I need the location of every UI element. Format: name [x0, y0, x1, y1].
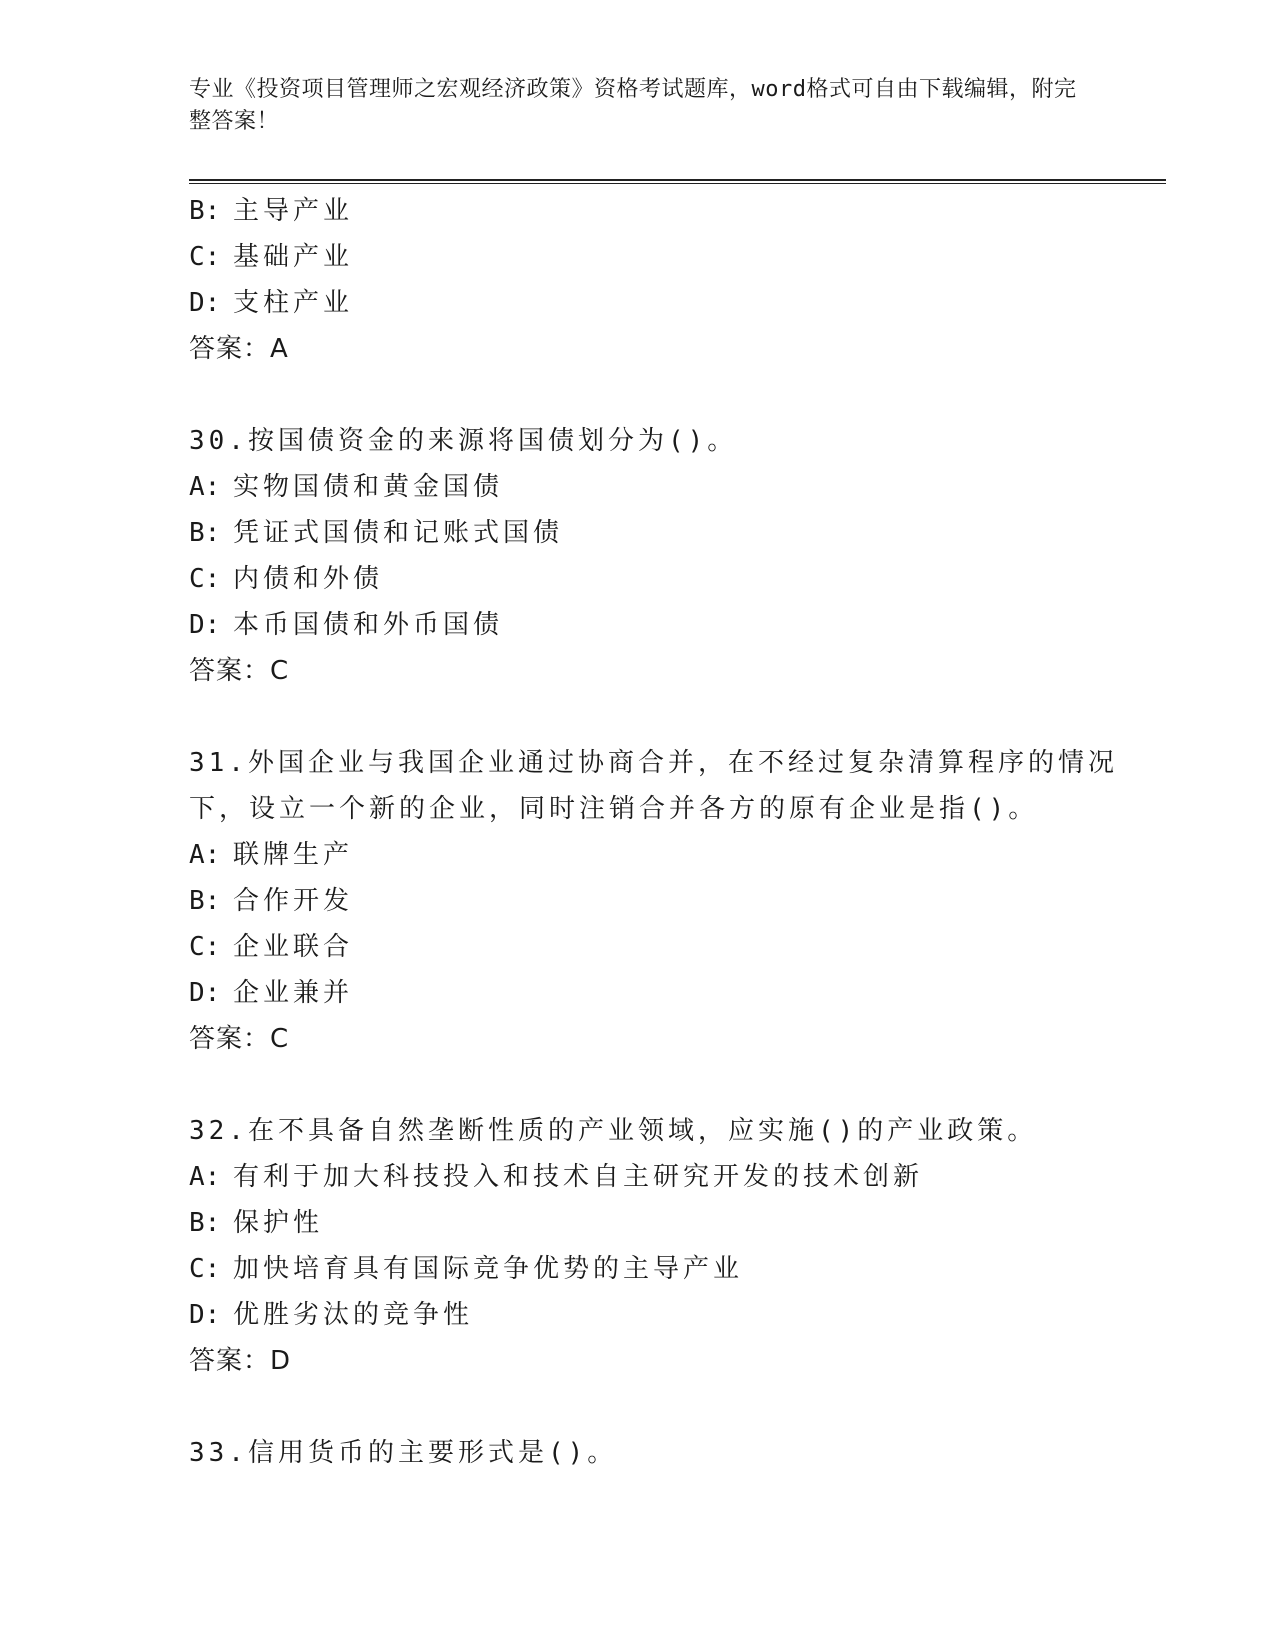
option-letter: C:: [189, 564, 221, 594]
header-divider: [189, 179, 1166, 184]
option-d: [189, 602, 1139, 648]
question-stem: 33.信用货币的主要形式是()。: [189, 1438, 618, 1468]
option-d: [189, 1292, 1139, 1338]
option-letter: A:: [189, 1162, 221, 1192]
option-letter: D:: [189, 1300, 221, 1330]
option-letter: A:: [189, 840, 221, 870]
option-letter: B:: [189, 196, 221, 226]
option-a: [189, 832, 1139, 878]
spacer: [189, 1062, 1139, 1108]
option-letter: B:: [189, 886, 221, 916]
option-b: [189, 1200, 1139, 1246]
option-b: [189, 510, 1139, 556]
option-text: 合作开发: [233, 886, 354, 916]
spacer: [189, 1384, 1139, 1430]
option-c: [189, 924, 1139, 970]
option-letter: D:: [189, 288, 221, 318]
option-d: [189, 970, 1139, 1016]
option-text: 保护性: [233, 1208, 324, 1238]
option-c: [189, 556, 1139, 602]
answer-line: 答案：A: [189, 334, 289, 364]
question-stem: 32.在不具备自然垄断性质的产业领域，应实施()的产业政策。: [189, 1116, 1038, 1146]
option-letter: C:: [189, 242, 221, 272]
option-text: 联牌生产: [233, 840, 354, 870]
option-b: [189, 188, 1139, 234]
option-text: 内债和外债: [233, 564, 384, 594]
question-list: [189, 188, 1139, 1476]
option-text: 支柱产业: [233, 288, 354, 318]
spacer: [189, 694, 1139, 740]
question-stem: 30.按国债资金的来源将国债划分为()。: [189, 426, 738, 456]
option-text: 加快培育具有国际竞争优势的主导产业: [233, 1254, 744, 1284]
option-text: 企业兼并: [233, 978, 354, 1008]
question-stem: 31.外国企业与我国企业通过协商合并，在不经过复杂清算程序的情况: [189, 748, 1118, 778]
option-text: 主导产业: [233, 196, 354, 226]
option-letter: A:: [189, 472, 221, 502]
document-header: 专业《投资项目管理师之宏观经济政策》资格考试题库，word格式可自由下载编辑，附完整答案！: [189, 77, 1077, 134]
answer-line: 答案：C: [189, 656, 290, 686]
option-text: 有利于加大科技投入和技术自主研究开发的技术创新: [233, 1162, 924, 1192]
option-letter: D:: [189, 610, 221, 640]
answer-line: 答案：C: [189, 1024, 290, 1054]
option-letter: B:: [189, 518, 221, 548]
option-a: [189, 464, 1139, 510]
option-text: 企业联合: [233, 932, 354, 962]
option-letter: B:: [189, 1208, 221, 1238]
option-letter: C:: [189, 932, 221, 962]
option-d: [189, 280, 1139, 326]
question-stem-continued: 下，设立一个新的企业，同时注销合并各方的原有企业是指()。: [189, 794, 1039, 824]
option-text: 实物国债和黄金国债: [233, 472, 504, 502]
spacer: [189, 372, 1139, 418]
option-text: 凭证式国债和记账式国债: [233, 518, 564, 548]
option-letter: D:: [189, 978, 221, 1008]
option-c: [189, 234, 1139, 280]
option-text: 本币国债和外币国债: [233, 610, 504, 640]
option-text: 优胜劣汰的竞争性: [233, 1300, 474, 1330]
option-text: 基础产业: [233, 242, 354, 272]
option-b: [189, 878, 1139, 924]
answer-line: 答案：D: [189, 1346, 292, 1376]
option-a: [189, 1154, 1139, 1200]
option-c: [189, 1246, 1139, 1292]
option-letter: C:: [189, 1254, 221, 1284]
